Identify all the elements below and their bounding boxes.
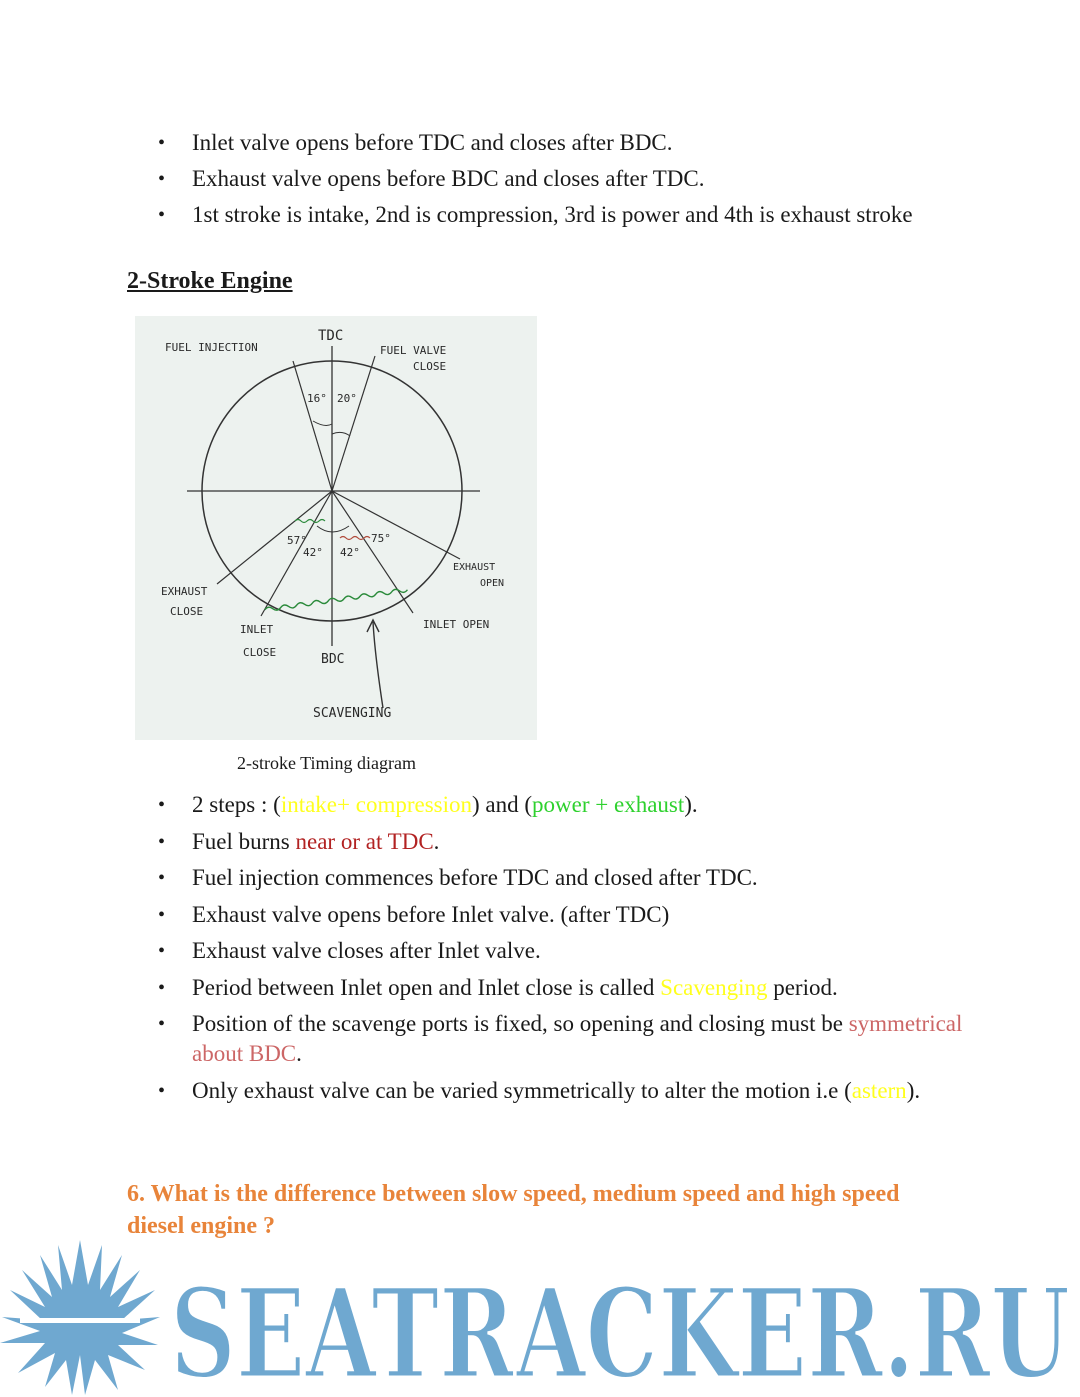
watermark-logo — [0, 1235, 1080, 1397]
label-scavenging: SCAVENGING — [313, 706, 392, 721]
angle-arc-42 — [317, 526, 349, 532]
watermark-text: SEATRACKER.RU — [170, 1262, 1070, 1397]
label-fuel-injection: FUEL INJECTION — [165, 341, 258, 354]
label-angle-42b: 42° — [340, 546, 360, 559]
label-angle-20: 20° — [337, 392, 357, 405]
angle-arc-20 — [332, 432, 350, 436]
label-fuel-valve: FUEL VALVE — [380, 344, 447, 357]
bullet-list-4-stroke — [192, 128, 982, 236]
label-exhaust-open-2: OPEN — [480, 578, 505, 589]
label-inlet-close-2: CLOSE — [243, 646, 277, 659]
label-angle-75: 75° — [371, 532, 391, 545]
list-item: • Only exhaust valve can be varied symmetrically to alter the motion i.e (astern). — [192, 1076, 982, 1106]
list-item: • 2 steps : (intake+ compression) and (power + exhaust). — [192, 790, 982, 820]
label-fuel-valve-close: CLOSE — [413, 360, 447, 373]
scavenging-arrow — [373, 622, 383, 708]
label-angle-57: 57° — [287, 534, 307, 547]
list-item: • Period between Inlet open and Inlet close is called Scavenging period. — [192, 973, 982, 1003]
label-angle-16: 16° — [307, 392, 327, 405]
list-item: • Inlet valve opens before TDC and closes after BDC. — [192, 128, 982, 158]
exhaust-close-line — [217, 491, 332, 584]
section-heading: 2-Stroke Engine — [127, 268, 293, 294]
timing-diagram-svg — [135, 316, 537, 740]
question-heading: 6. What is the difference between slow speed, medium speed and high speed diesel engine ? — [127, 1181, 900, 1239]
angle-arc-16 — [313, 421, 332, 425]
label-inlet-open: INLET OPEN — [423, 618, 490, 631]
timing-diagram-image — [135, 316, 537, 740]
list-item: • Exhaust valve opens before Inlet valve. (after TDC) — [192, 900, 982, 930]
fuel-valve-close-line — [332, 356, 375, 491]
list-item: • Position of the scavenge ports is fixed, so opening and closing must be symmetrical about BDC. — [192, 1009, 982, 1069]
list-item: • 1st stroke is intake, 2nd is compression, 3rd is power and 4th is exhaust stroke — [192, 200, 982, 230]
scavenging-wave — [265, 588, 408, 612]
fuel-injection-line — [293, 361, 332, 491]
sun-icon — [0, 1240, 160, 1395]
label-angle-42a: 42° — [303, 546, 323, 559]
label-exhaust-close-1: EXHAUST — [161, 585, 208, 598]
list-item: • Exhaust valve opens before BDC and closes after TDC. — [192, 164, 982, 194]
label-exhaust-open-1: EXHAUST — [453, 562, 496, 573]
figure-caption: 2-stroke Timing diagram — [237, 753, 416, 773]
label-inlet-close-1: INLET — [240, 623, 274, 636]
label-bdc: BDC — [321, 652, 345, 667]
list-item: • Fuel burns near or at TDC. — [192, 827, 982, 857]
exhaust-wave — [295, 520, 325, 523]
list-item: • Fuel injection commences before TDC and closed after TDC. — [192, 863, 982, 893]
list-item: • Exhaust valve closes after Inlet valve. — [192, 936, 982, 966]
label-tdc: TDC — [318, 328, 344, 344]
bullet-list-2-stroke — [192, 790, 982, 1112]
label-exhaust-close-2: CLOSE — [170, 605, 204, 618]
exhaust-open-wave — [340, 537, 370, 540]
